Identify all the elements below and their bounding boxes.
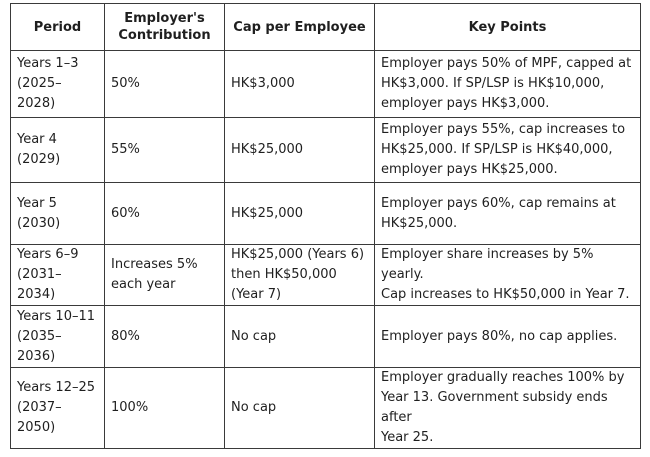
table-row bbox=[11, 368, 641, 449]
cell-employer-contribution bbox=[105, 368, 225, 449]
cell-text-line: then HK$50,000 bbox=[231, 267, 337, 282]
table-row bbox=[11, 51, 641, 118]
cell-cap-per-employee bbox=[225, 51, 375, 118]
table-container bbox=[10, 3, 641, 449]
cell-key-points bbox=[375, 183, 641, 245]
table-row bbox=[11, 245, 641, 306]
cell-cap-per-employee bbox=[225, 183, 375, 245]
mpf-contribution-table bbox=[10, 3, 641, 449]
cell-text-line: (2030) bbox=[17, 215, 61, 231]
cell-text-line: (2031–2034) bbox=[17, 267, 62, 302]
cell-period bbox=[11, 183, 105, 245]
cell-text-line: Years 12–25 bbox=[17, 380, 96, 395]
cell-employer-contribution bbox=[105, 51, 225, 118]
cell-cap-per-employee bbox=[225, 118, 375, 183]
cell-text-line: Employer pays 60%, cap remains at bbox=[381, 195, 616, 211]
cell-key-points bbox=[375, 118, 641, 183]
cell-text-line: Employer gradually reaches 100% by bbox=[381, 370, 625, 385]
cell-text-line: (2035– bbox=[17, 328, 62, 344]
cell-text-line: Employer pays 55%, cap increases to bbox=[381, 122, 626, 137]
cell-text-line: Employer share increases by 5% yearly. bbox=[381, 247, 594, 282]
cell-text-line: Year 13. Government subsidy ends after bbox=[381, 390, 608, 425]
cell-text-line: Year 5 bbox=[17, 195, 57, 211]
cell-key-points bbox=[375, 245, 641, 306]
cell-text-line: HK$25,000 (Years 6) bbox=[231, 247, 365, 262]
cell-text-line: employer pays HK$3,000. bbox=[381, 96, 550, 111]
cell-cap-per-employee bbox=[225, 306, 375, 368]
cell-employer-contribution bbox=[105, 245, 225, 306]
table-row bbox=[11, 183, 641, 245]
cell-employer-contribution bbox=[105, 183, 225, 245]
table-header-row bbox=[11, 4, 641, 51]
cell-text-line: HK$25,000. If SP/LSP is HK$40,000, bbox=[381, 142, 613, 157]
cell-text-line: Increases 5% bbox=[111, 257, 198, 272]
cell-period bbox=[11, 368, 105, 449]
header-key-points: Key Points bbox=[375, 4, 641, 51]
cell-text-line: No cap bbox=[231, 400, 277, 415]
cell-text-line: Employer pays 50% of MPF, capped at bbox=[381, 56, 632, 71]
cell-text-line: each year bbox=[111, 277, 176, 292]
cell-text-line: 60% bbox=[111, 205, 140, 221]
cell-text-line: 100% bbox=[111, 400, 149, 415]
header-employer-contribution: Employer's Contribution bbox=[105, 4, 225, 51]
cell-text-line: Employer pays 80%, no cap applies. bbox=[381, 328, 618, 344]
cell-text-line: 55% bbox=[111, 142, 140, 157]
cell-period bbox=[11, 245, 105, 306]
cell-text-line: Cap increases to HK$50,000 in Year 7. bbox=[381, 287, 630, 302]
cell-text-line: HK$3,000 bbox=[231, 76, 295, 91]
cell-text-line: Years 10–11 bbox=[17, 308, 96, 324]
table-row bbox=[11, 118, 641, 183]
cell-period bbox=[11, 306, 105, 368]
cell-text-line: Year 25. bbox=[381, 430, 434, 445]
cell-text-line: 2050) bbox=[17, 420, 56, 435]
cell-text-line: Year 4 bbox=[17, 132, 57, 147]
cell-text-line: HK$25,000. bbox=[381, 215, 458, 231]
cell-cap-per-employee bbox=[225, 245, 375, 306]
cell-text-line: (2025– bbox=[17, 76, 62, 91]
cell-cap-per-employee bbox=[225, 368, 375, 449]
cell-text-line: HK$25,000 bbox=[231, 142, 304, 157]
cell-text-line: (Year 7) bbox=[231, 287, 282, 302]
cell-text-line: HK$3,000. If SP/LSP is HK$10,000, bbox=[381, 76, 605, 91]
cell-text-line: 50% bbox=[111, 76, 140, 91]
cell-text-line: (2029) bbox=[17, 152, 61, 167]
cell-period bbox=[11, 51, 105, 118]
cell-employer-contribution bbox=[105, 118, 225, 183]
cell-text-line: Years 6–9 bbox=[17, 247, 79, 262]
cell-text-line: 2028) bbox=[17, 96, 56, 111]
cell-key-points bbox=[375, 368, 641, 449]
cell-text-line: 2036) bbox=[17, 348, 56, 364]
cell-text-line: 80% bbox=[111, 328, 140, 344]
cell-text-line: Years 1–3 bbox=[17, 56, 79, 71]
cell-key-points bbox=[375, 51, 641, 118]
cell-text-line: (2037– bbox=[17, 400, 62, 415]
cell-key-points bbox=[375, 306, 641, 368]
header-cap-per-employee: Cap per Employee bbox=[225, 4, 375, 51]
cell-period bbox=[11, 118, 105, 183]
header-period: Period bbox=[11, 4, 105, 51]
cell-text-line: HK$25,000 bbox=[231, 205, 304, 221]
cell-text-line: employer pays HK$25,000. bbox=[381, 162, 558, 177]
cell-text-line: No cap bbox=[231, 328, 277, 344]
table-row bbox=[11, 306, 641, 368]
cell-employer-contribution bbox=[105, 306, 225, 368]
